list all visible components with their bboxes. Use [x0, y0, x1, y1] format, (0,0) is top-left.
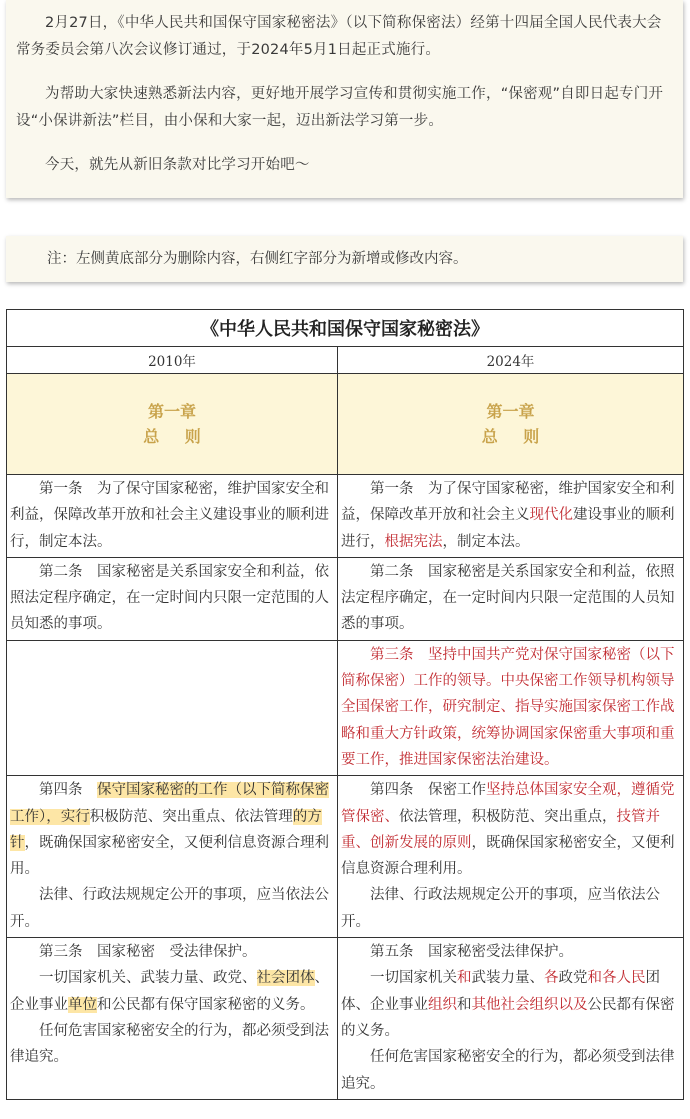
table-row — [7, 776, 684, 938]
old-article-4 — [7, 776, 338, 938]
table-row — [7, 475, 684, 558]
old-empty-cell — [7, 640, 338, 775]
article-number: 第三条 — [39, 944, 83, 961]
article-text: 国家秘密是关系国家安全和利益，依照法定程序确定，在一定时间内只限一定范围的人员知悉的事项。 — [341, 563, 675, 633]
added-text: 技管并重、创新发展的原则 — [341, 808, 660, 851]
article-number: 第一条 — [370, 481, 414, 497]
article-number: 第三条 — [370, 646, 414, 663]
article-paragraph: 任何危害国家秘密安全的行为，都必须受到法律追究。 — [341, 1049, 675, 1092]
added-text: 现代化 — [529, 507, 573, 524]
article-paragraph: 任何危害国家秘密安全的行为，都必须受到法律追究。 — [10, 1022, 329, 1066]
article-number: 第四条 — [39, 782, 83, 799]
article-text: 团体、企业事业 — [341, 970, 660, 1013]
article-text: 、企业事业 — [10, 970, 329, 1013]
article-text: 积极防范、突出重点、依法管理 — [89, 808, 293, 825]
article-number: 第二条 — [370, 563, 414, 580]
article-text: 建设事业的顺利进行， — [341, 507, 675, 550]
article-text: ，既确保国家秘密安全，又便利信息资源合理利用。 — [10, 834, 329, 878]
article-text: 为了保守国家秘密，维护国家安全和利益，保障改革开放和社会主义 — [341, 481, 675, 524]
old-article-1 — [7, 475, 338, 558]
article-text: 国家秘密受法律保护。 — [428, 944, 573, 961]
new-article-1 — [338, 475, 684, 558]
chapter-heading-old — [7, 374, 338, 475]
deleted-text: 保守国家秘密的工作（以下简称保密工作），实行 — [10, 782, 329, 825]
column-header-2024: 2024年 — [338, 347, 684, 374]
new-article-2 — [338, 557, 684, 640]
added-text: 和 — [457, 970, 472, 987]
added-text: 其他社会组织以及 — [471, 996, 588, 1013]
article-text: 国家秘密是关系国家安全和利益，依照法定程序确定，在一定时间内只限一定范围的人员知悉的事项。 — [10, 563, 329, 633]
article-paragraph: 法律、行政法规规定公开的事项，应当依法公开。 — [10, 887, 329, 930]
chapter-number: 第一章 — [486, 402, 535, 421]
article-paragraph: 法律、行政法规规定公开的事项，应当依法公开。 — [341, 887, 660, 930]
intro-paragraph-3: 今天，就先从新旧条款对比学习开始吧～ — [45, 157, 310, 173]
added-text: 坚持总体国家安全观，遵循党管保密、 — [341, 782, 675, 825]
article-text: 依法管理，积极防范、突出重点， — [399, 808, 617, 825]
deleted-text: 的方针 — [10, 808, 322, 851]
column-header-2010: 2010年 — [7, 347, 338, 374]
comparison-table — [6, 309, 684, 1100]
chapter-name: 总则 — [481, 427, 565, 446]
added-text: 根据宪法 — [384, 533, 443, 550]
old-article-2 — [7, 557, 338, 640]
article-number: 第二条 — [39, 563, 83, 580]
article-number: 第一条 — [39, 481, 83, 497]
table-row — [7, 938, 684, 1100]
added-text: 和各人民 — [587, 970, 646, 987]
intro-box — [6, 0, 683, 198]
intro-paragraph-1: 2月27日，《中华人民共和国保守国家秘密法》（以下简称保密法）经第十四届全国人民代表大会常务委员会第八次会议修订通过，于2024年5月1日起正式施行。 — [16, 15, 662, 58]
table-title: 《中华人民共和国保守国家秘密法》 — [7, 310, 684, 347]
legend-note-box — [6, 236, 683, 282]
article-text: 公民都有保密的义务。 — [341, 996, 675, 1039]
article-text: 和公民都有保守国家秘密的义务。 — [97, 996, 315, 1013]
article-text: 一切国家机关 — [370, 970, 457, 987]
chapter-name: 总则 — [143, 427, 227, 446]
article-text: 国家秘密 受法律保护。 — [97, 944, 257, 961]
intro-paragraph-2: 为帮助大家快速熟悉新法内容，更好地开展学习宣传和贯彻实施工作，“保密观”自即日起专门开设“小保讲新法”栏目，由小保和大家一起，迈出新法学习第一步。 — [16, 86, 664, 129]
article-number: 第四条 — [370, 782, 414, 799]
table-row — [7, 557, 684, 640]
article-text: ，制定本法。 — [442, 533, 530, 550]
added-text: 组织 — [428, 996, 457, 1013]
old-article-3 — [7, 938, 338, 1100]
article-text: 政党 — [558, 970, 588, 987]
article-text: 武装力量、 — [471, 970, 544, 987]
article-text: ，既确保国家秘密安全，又便利信息资源合理利用。 — [341, 834, 675, 878]
deleted-text: 单位 — [68, 996, 97, 1013]
added-text: 各 — [544, 970, 559, 987]
added-text: 坚持中国共产党对保守国家秘密（以下简称保密）工作的领导。中央保密工作领导机构领导全国保密工作，研究制定、指导实施国家保密工作战略和重大方针政策，统筹协调国家保密重大事项和重要工作，推进国家保密法治建设。 — [341, 646, 675, 768]
article-text: 保密工作 — [428, 782, 486, 799]
new-article-3 — [338, 640, 684, 775]
new-article-5 — [338, 938, 684, 1100]
chapter-heading-new — [338, 374, 684, 475]
deleted-text: 社会团体 — [256, 970, 315, 987]
article-number: 第五条 — [370, 944, 414, 961]
article-text: 和 — [457, 996, 472, 1013]
chapter-number: 第一章 — [147, 402, 196, 421]
legend-note: 注：左侧黄底部分为删除内容，右侧红字部分为新增或修改内容。 — [47, 251, 468, 267]
article-text: 一切国家机关、武装力量、政党、 — [39, 970, 257, 987]
article-text: 为了保守国家秘密，维护国家安全和利益，保障改革开放和社会主义建设事业的顺利进行，制定本法。 — [10, 481, 329, 550]
table-row — [7, 640, 684, 775]
new-article-4 — [338, 776, 684, 938]
